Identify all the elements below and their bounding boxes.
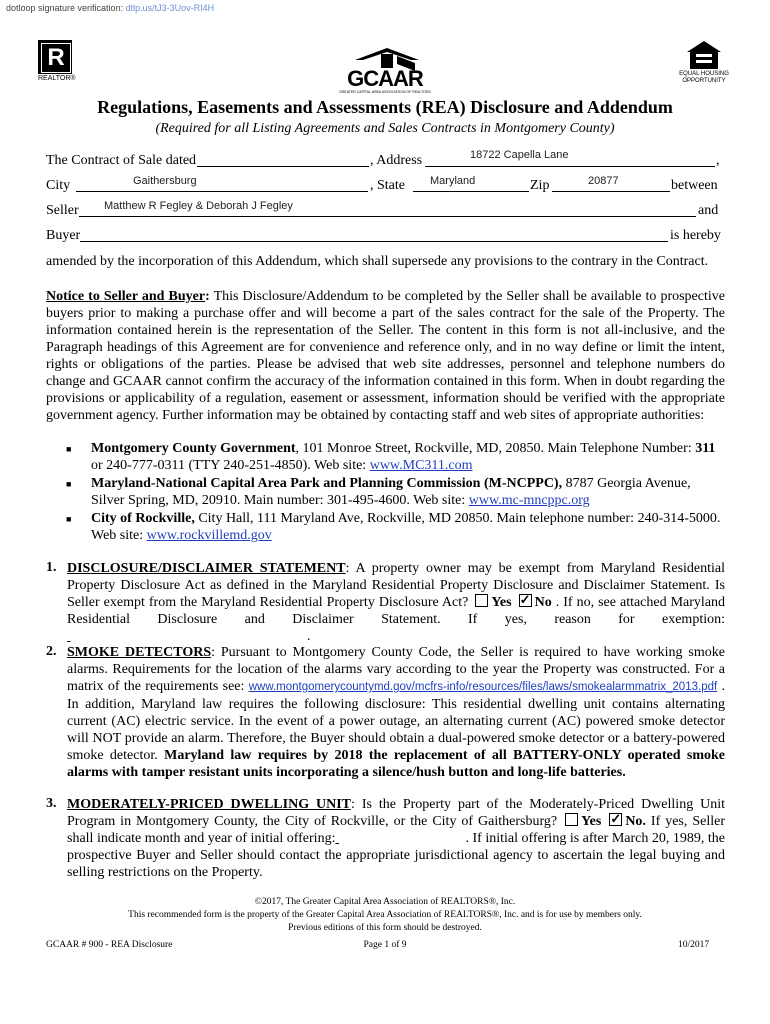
- amended-text: amended by the incorporation of this Addendum, which shall supersede any provisions to the contrary in the Contract.: [46, 254, 709, 269]
- footer-line2: This recommended form is the property of the Greater Capital Area Association of REALTORS®, Inc. and is for use by members only.: [128, 910, 642, 920]
- authority-text2: or 240-777-0311 (TTY 240-251-4850). Web site:: [91, 458, 370, 473]
- authority-phone: 311: [695, 441, 716, 456]
- notice-heading: Notice to Seller and Buyer: [46, 289, 206, 304]
- authority-text: City Hall, 111 Maryland Ave, Rockville, MD 20850. Main telephone number: 240-314-5000. Web site:: [91, 511, 721, 543]
- city-value[interactable]: Gaithersburg: [133, 175, 197, 187]
- section3-number: 3.: [46, 796, 57, 811]
- seller-value[interactable]: Matthew R Fegley & Deborah J Fegley: [104, 200, 293, 212]
- seller-label: Seller: [46, 203, 79, 218]
- section2-text-b: . In addition, Maryland law requires the following disclosure: This residential dwelling unit contains alternating current (AC) electric service. In the event of a power outage, an alternating current (AC) powered smoke detector will NOT provide an alarm. Therefore, the Buyer should obtain a dual-powered smoke detector or a battery-powered smoke detector.: [67, 679, 725, 763]
- equal-housing-line1: EQUAL HOUSING: [679, 71, 729, 77]
- footer-line3: Previous editions of this form should be destroyed.: [288, 923, 482, 933]
- section2-bold: Maryland law requires by 2018 the replacement of all BATTERY-ONLY operated smoke alarms with tamper resistant units incorporating a silence/hush button and long-life batteries.: [67, 748, 725, 780]
- section1-text-b: . If no, see attached Maryland Residential Disclosure and Disclaimer Statement. If yes, reason for exemption:: [67, 595, 726, 627]
- section2-heading: SMOKE DETECTORS: [67, 645, 212, 660]
- section1-number: 1.: [46, 560, 57, 575]
- section1-no-checkbox[interactable]: [519, 594, 532, 607]
- verification-header: [6, 3, 214, 13]
- contract-date-field[interactable]: [197, 166, 369, 167]
- zip-label: Zip: [530, 178, 550, 193]
- section1-heading: DISCLOSURE/DISCLAIMER STATEMENT: [67, 561, 346, 576]
- zip-value[interactable]: 20877: [588, 175, 619, 187]
- section3-text-b: If yes, Seller shall indicate month and year of initial offering:: [67, 814, 725, 846]
- between-label: between: [671, 178, 718, 193]
- state-value[interactable]: Maryland: [430, 175, 476, 187]
- gcaar-logo: [337, 44, 433, 96]
- authority-name: City of Rockville,: [91, 511, 195, 526]
- realtor-logo: [38, 40, 72, 74]
- comma: ,: [716, 153, 720, 168]
- seller-field[interactable]: [79, 216, 696, 217]
- exemption-reason-field[interactable]: [67, 628, 307, 645]
- realtor-r-glyph: R: [41, 43, 71, 73]
- address-label: , Address: [370, 153, 423, 168]
- authority-text: 8787 Georgia Avenue, Silver Spring, MD, 20910. Main number: 301-495-4600. Web site:: [91, 476, 691, 508]
- footer-page-number: Page 1 of 9: [363, 940, 407, 950]
- city-field[interactable]: [76, 191, 368, 192]
- notice-paragraph: Notice to Seller and Buyer: This Disclosure/Addendum to be completed by the Seller shall be available to prospective buyers prior to making a purchase offer and will become a part of the sales contract for the sale of the Property. The information contained herein is the representation of the Seller. The content in this form is not all-inclusive, and the Paragraph headings of this Agreement are for convenience and reference only, and in no way define or limit the intent, rights or obligations of the parties. Please be advised that web site addresses, personnel and telephone numbers do change and GCAAR cannot confirm the accuracy of the information contained in this form. When in doubt regarding the provisions or applicability of a regulation, easement or assessment, information should be verified with the appropriate government agency. Further information may be obtained by contacting staff and web sites of appropriate authorities:: [46, 289, 725, 423]
- footer-notice: [0, 896, 770, 935]
- is-hereby-label: is hereby: [670, 228, 721, 243]
- gcaar-name: GCAAR: [347, 66, 423, 91]
- footer-date: 10/2017: [678, 940, 710, 950]
- address-field[interactable]: [425, 166, 715, 167]
- equal-housing-line2: OPPORTUNITY: [682, 78, 726, 84]
- section3-text-a: : Is the Property part of the Moderately-Priced Dwelling Unit Program in Montgomery County, the City of Rockville, or the City of Gaithersburg?: [67, 797, 725, 829]
- initial-offering-field[interactable]: [335, 830, 465, 847]
- zip-field[interactable]: [552, 191, 670, 192]
- authority-text: , 101 Monroe Street, Rockville, MD, 20850. Main Telephone Number:: [295, 441, 696, 456]
- equal-housing-logo: [686, 40, 722, 70]
- city-label: City: [46, 178, 71, 193]
- section3-no-checkbox[interactable]: [609, 813, 622, 826]
- section2-text-a: : Pursuant to Montgomery County Code, the Seller is required to have working smoke alarms. Requirements for the location of the alarms vary according to the year the Property was constructed. For a matrix of the requirements see:: [67, 645, 725, 694]
- authority-name: Maryland-National Capital Area Park and Planning Commission (M-NCPPC),: [91, 476, 563, 491]
- page-title: Regulations, Easements and Assessments (REA) Disclosure and Addendum: [97, 97, 673, 117]
- realtor-label: REALTOR®: [38, 75, 76, 82]
- gcaar-tagline: GREATER CAPITAL AREA ASSOCIATION OF REALTORS: [339, 90, 431, 94]
- section3-no-label: No.: [625, 814, 646, 829]
- notice-body: This Disclosure/Addendum to be completed by the Seller shall be available to prospective buyers prior to making a purchase offer and will become a part of the sales contract for the sale of the Property. The information contained herein is the representation of the Seller. The content in this form is not all-inclusive, and the Paragraph headings of this Agreement are for convenience and reference only, and in no way define or limit the intent, rights or obligations of the parties. Please be advised that web site addresses, personnel and telephone numbers do change and GCAAR cannot confirm the accuracy of the information contained in this form. When in doubt regarding the provisions or applicability of a regulation, easement or assessment, information should be verified with the appropriate government agency. Further information may be obtained by contacting staff and web sites of appropriate authorities:: [46, 289, 725, 423]
- section1-yes-checkbox[interactable]: [475, 594, 488, 607]
- section1-yes-label: Yes: [491, 595, 512, 610]
- section1-paragraph: DISCLOSURE/DISCLAIMER STATEMENT: A property owner may be exempt from Maryland Residential Property Disclosure Act as defined in the Maryland Residential Property Disclosure and Disclaimer Statement. Is Seller exempt from the Maryland Residential Property Disclosure Act? Yes ✓ No . If no, see attached Maryland Residential Disclosure and Disclaimer Statement. If yes, reason for exemption: .: [67, 560, 725, 645]
- section3-heading: MODERATELY-PRICED DWELLING UNIT: [67, 797, 352, 812]
- section2-paragraph: [67, 644, 725, 781]
- authority-link[interactable]: www.MC311.com: [369, 458, 473, 473]
- section3-text-c: . If initial offering is after March 20, 1989, the prospective Buyer and Seller should contact the appropriate jurisdictional agency to ascertain the legal buying and selling restrictions on the Property.: [67, 831, 726, 880]
- authorities-list: [46, 440, 725, 544]
- list-item: [46, 440, 725, 474]
- list-item: [46, 510, 725, 544]
- page-subtitle: (Required for all Listing Agreements and Sales Contracts in Montgomery County): [155, 121, 615, 136]
- state-label: , State: [370, 178, 405, 193]
- and-label: and: [698, 203, 719, 218]
- verification-link[interactable]: dtlp.us/tJ3-3Uov-RI4H: [125, 3, 215, 13]
- equal-housing-text: [676, 71, 732, 85]
- buyer-field[interactable]: [80, 241, 668, 242]
- section3-yes-checkbox[interactable]: [565, 813, 578, 826]
- footer-copyright: ©2017, The Greater Capital Area Association of REALTORS®, Inc.: [254, 897, 516, 907]
- verification-label: dotloop signature verification:: [6, 3, 124, 13]
- equal-housing-icon: [686, 40, 722, 70]
- smoke-matrix-link[interactable]: www.montgomerycountymd.gov/mcfrs-info/resources/files/laws/smokealarmmatrix_2013.pdf: [248, 681, 718, 693]
- buyer-label: Buyer: [46, 228, 81, 243]
- section1-no-label: No: [534, 595, 552, 610]
- section3-paragraph: [67, 796, 725, 881]
- list-item: [46, 475, 725, 509]
- section1-text-a: : A property owner may be exempt from Maryland Residential Property Disclosure Act as defined in the Maryland Residential Property Disclosure and Disclaimer Statement. Is Seller exempt from the Maryland Residential Property Disclosure Act?: [67, 561, 725, 610]
- contract-date-label: The Contract of Sale dated: [46, 153, 197, 168]
- state-field[interactable]: [413, 191, 529, 192]
- address-value[interactable]: 18722 Capella Lane: [470, 149, 569, 161]
- authority-link[interactable]: www.mc-mncppc.org: [468, 493, 590, 508]
- section3-yes-label: Yes: [581, 814, 602, 829]
- authority-name: Montgomery County Government: [91, 441, 296, 456]
- authority-link[interactable]: www.rockvillemd.gov: [146, 528, 272, 543]
- footer-form-id: GCAAR # 900 - REA Disclosure: [46, 940, 173, 950]
- section2-number: 2.: [46, 644, 57, 659]
